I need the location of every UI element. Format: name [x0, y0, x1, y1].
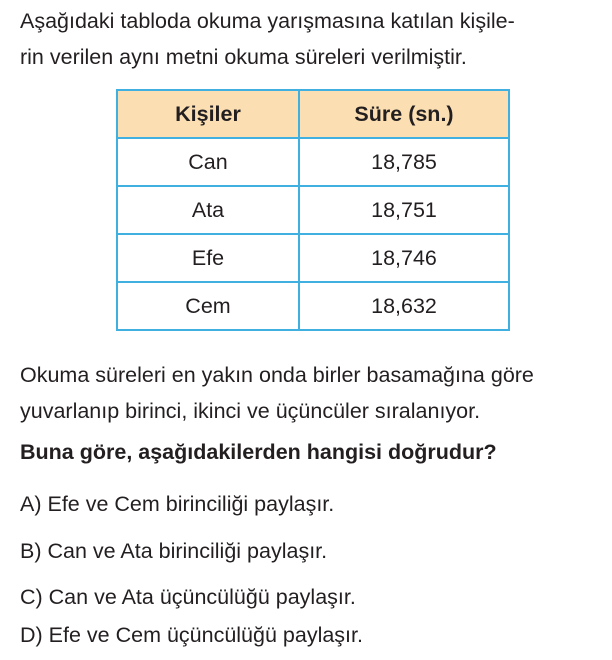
table-header-row — [117, 90, 509, 138]
person-name: Can — [117, 138, 299, 186]
table-row — [117, 186, 509, 234]
reading-time: 18,632 — [299, 282, 509, 330]
person-name: Efe — [117, 234, 299, 282]
intro-line-2: rin verilen aynı metni okuma süreleri verilmiştir. — [20, 45, 467, 69]
option-b[interactable]: B) Can ve Ata birinciliği paylaşır. — [20, 539, 328, 563]
intro-line-1: Aşağıdaki tabloda okuma yarışmasına katılan kişile- — [20, 9, 515, 33]
question-line-1: Okuma süreleri en yakın onda birler basamağına göre — [20, 363, 534, 387]
table-row — [117, 234, 509, 282]
reading-times-table — [116, 89, 510, 331]
reading-time: 18,785 — [299, 138, 509, 186]
person-name: Ata — [117, 186, 299, 234]
header-persons: Kişiler — [117, 90, 299, 138]
option-d[interactable]: D) Efe ve Cem üçüncülüğü paylaşır. — [20, 623, 363, 647]
option-c[interactable]: C) Can ve Ata üçüncülüğü paylaşır. — [20, 585, 356, 609]
person-name: Cem — [117, 282, 299, 330]
option-a[interactable]: A) Efe ve Cem birinciliği paylaşır. — [20, 492, 335, 516]
table-row — [117, 282, 509, 330]
question-prompt: Buna göre, aşağıdakilerden hangisi doğrudur? — [20, 440, 497, 464]
table-row — [117, 138, 509, 186]
header-duration: Süre (sn.) — [299, 90, 509, 138]
reading-time: 18,751 — [299, 186, 509, 234]
question-line-2: yuvarlanıp birinci, ikinci ve üçüncüler sıralanıyor. — [20, 399, 481, 423]
reading-time: 18,746 — [299, 234, 509, 282]
